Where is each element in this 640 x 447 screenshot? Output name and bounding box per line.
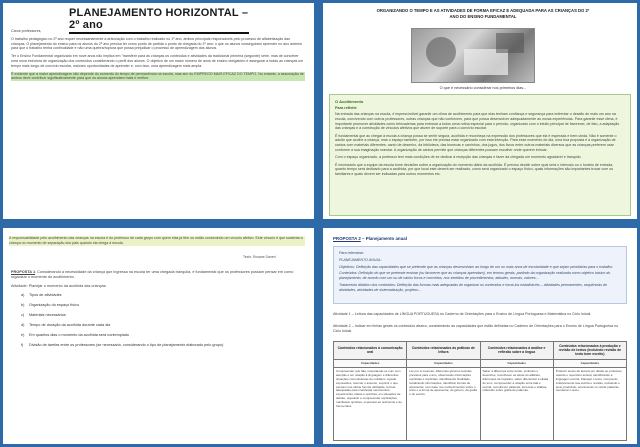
box-paragraph: Conteúdos: Definição do que se pretende ensinar (ou favorecer que as crianças aprendam), em termos gerais, partindo da organização realizada como objetivo básico do planejamento, de acordo com um ou de vários focos e conceitos, nos sentidos de procedimentos, atitudes, normas, valores... — [339, 271, 611, 281]
proposal-paragraph — [11, 270, 305, 280]
list-item: e) Em quantos dias o momento da acolhida será contemplado — [21, 333, 130, 337]
table-header-row — [334, 342, 627, 360]
table-cell: Capacidades — [407, 359, 480, 368]
text-credit: Texto: Rosane Daneri — [243, 255, 276, 259]
activity-line: Atividade 2 – Indicar em linhas gerais os conteúdos abaixo, considerando as capacidades que estão definidas no Caderno de Orientações para o Ensino de Língua Portuguesa no Ciclo Inicial. — [333, 324, 619, 333]
greeting: Caros professores, — [11, 29, 42, 33]
box-paragraph: É necessário que a equipe da escola tome decisões sobre a organização do momento diário da acolhida. É preciso decidir sobre qual será o intervalo ou o horário de entrada, quanto tempo será dedicado para a acolhida, por que local este deverá ser realizado, como será organizado o espaço físico, quais informações são importantes trocar com os familiares e quais devem ser indicadas para outros momentos etc. — [335, 162, 614, 177]
proposal-text: : Considerando a necessidade da criança que ingressa na escola ter uma chegada tranquila, é fundamental que os professores possam pensar em como organizar o momento do acolhimento. — [11, 270, 294, 279]
box-title: O Acolhimento — [335, 99, 364, 104]
document-page-1 — [3, 3, 314, 219]
document-page-3 — [3, 228, 314, 444]
box-paragraph: Objetivos: Definição das capacidades que se pretende que as crianças desenvolvam ao longo de um ou mais anos de escolaridade e que sejam prioritárias para o trabalho. — [339, 264, 614, 269]
table-cell: Ler por si mesmas, diferentes gêneros textuais previstos para o ano, observando informações explícitas e implícitas, identificando finalidade, localizando informações, identificar formas de apresentar, com base nos conhecimentos sobre o texto e a forma de apresentar, do gênero, da grafia e do escrito. — [407, 368, 480, 441]
table-header-cell: Conteúdos relacionados à análise e reflexão sobre a língua — [480, 342, 553, 360]
box-paragraph: Com o espaço organizado, a professor tem mais condições de se dedicar à recepção das crianças e fazer da chegada um momento agradável e tranquilo. — [335, 155, 582, 160]
table-row — [334, 368, 627, 441]
table-cell: Produzir textos de autoria por ditado ao professor, usando o repertório textual, identificando a linguagem escrita. Planejar o texto, compondo coletivamente sua escrita e revisão, revisando o texto produzido, acrescentar ou retirar palavras, reordenar o texto. — [553, 368, 626, 441]
page-body — [11, 29, 305, 84]
box-paragraph: Para relembrar: — [339, 251, 364, 255]
highlighted-paragraph: A responsabilidade pelo acolhimento das crianças na escola é do professor de cada grupo com quem elas já têm ou estão construindo um vínculo afetivo. Este vínculo é que sustenta a criança no momento de separação dos pais quando ela chega à escola. — [9, 236, 305, 246]
content-table — [333, 341, 627, 441]
activity-line: Atividade 1 – Leitura das capacidades de LÍNGUA PORTUGUESA no Caderno de Orientações para o Ensino de Língua Portuguesa e Matemática no Ciclo Inicial. — [333, 312, 592, 316]
page-title: PLANEJAMENTO HORIZONTAL – 2º ano — [69, 7, 249, 34]
table-row — [334, 359, 627, 368]
highlighted-paragraph: É evidente que a maior aprendizagem não depende do aumento do tempo de permanência na escola, mas sim do EMPREGO MAIS EFICAZ DO TEMPO. No entanto, a associação de ambos deve contribuir significativamente para que os alunos aprendam mais e melhor. — [11, 71, 304, 81]
table-cell: Capacidades — [480, 359, 553, 368]
table-cell: Capacidades — [553, 359, 626, 368]
list-item: d) Tempo de duração da acolhida durante cada dia — [21, 323, 111, 327]
list-item: c) Materiais necessários — [21, 313, 66, 317]
list-item: b) Organização do espaço físico — [21, 303, 80, 307]
box-paragraph: Na entrada das crianças na escola, é imprescindível garantir um clima de acolhimento para que elas tenham confiança e segurança para enfrentar o desafio de mais um ano na escola, convivendo com outros professores, outras crianças que não conhecem, para que possa desenvolver adequadamente as novas experiências. Para garantir esse clima, é importante promover atividades como brincadeiras para entrosar a todos cena rotina especial para o período, organizado com o intuito principal de favorecer, de fato, a adaptação das crianças e a construção de vínculos afetivos que atuem de suporte para o convívio escolar. — [335, 112, 620, 131]
info-box — [329, 94, 631, 216]
photo-caption: O que é necessário considerar nos primeiros dias... — [439, 86, 527, 90]
document-page-2 — [323, 3, 637, 219]
box-paragraph: É fundamental que ao chegar à escola a criança possa se sentir segura, acolhida e reconheça na expressão dos professores que ela é esperada e bem-vinda. Não é somente o adulto que acolhe a criança, mas o espaço também, por isso ele precisa estar organizado com esta intenção. Para esse momento do dia, uma boa proposta é a organização de cantos com materiais diferentes: canto de desenho, da biblioteca, das bonecas e carrinhos, dos jogos, dos livros entre outros materiais diversos que as crianças preferem usar conforme a sua imaginação mandar. A organização de cantos permite que crianças diferentes possam escolher onde querem brincar. — [335, 133, 617, 153]
section-heading: ORGANIZANDO O TEMPO E AS ATIVIDADES DE FORMA EFICAZ E ADEQUADA PARA AS CRIANÇAS DO 2º ANO DO ENSINO FUNDAMENTAL — [376, 8, 590, 19]
proposal-title-text: – Planejamento anual — [360, 236, 407, 241]
proposal-label: PROPOSTA 1 — [11, 270, 36, 274]
list-item: a) Tipos de atividades — [21, 293, 62, 297]
box-subtitle: Para refletir: — [335, 106, 358, 110]
proposal-title — [333, 236, 407, 241]
table-cell: Compreender que fala, respeitando-se num com atenção e em relação à linguagem e diferentes situações comunicativas do cotidiano. Ajustar expressões, retomar o assunto, exprimir o que pensam nas várias formas utilizadas, formas adequadas para manifestar sentimentos, experiências, ideias e opiniões, em situações de debate, organizar e compreender explicações, manifestar opiniões, expressar-se oralmente e de forma clara. — [334, 368, 407, 441]
table-cell: Capacidades — [334, 359, 407, 368]
table-header-cell: Conteúdos relacionados às práticas de leitura — [407, 342, 480, 360]
table-header-cell: Conteúdos relacionados à comunicação oral — [334, 342, 407, 360]
document-page-4 — [323, 228, 637, 444]
table-cell: Saber a diferença entre letras, símbolos e desenhos, reconhecer as letras do alfabeto, diferenças de traçados, saber diferenciar a sílaba do som, compreender a relação entre fala e escrita, reconhecer palavras, fonemas e sílabas, refletindo sobre grafia de palavras. — [480, 368, 553, 441]
box-paragraph: Tratamento didático dos conteúdos: Definição das formas mais adequadas de organizar os conteúdos e torná-los trabalháveis – atividades permanentes, sequências de atividades, atividades de sistematização, projetos... — [339, 282, 608, 292]
classroom-photo — [411, 28, 535, 83]
activity-line: Atividade: Planejar o momento da acolhida das crianças: — [11, 284, 107, 288]
box-paragraph: PLANEJAMENTO ANUAL: — [339, 257, 382, 262]
list-item: f) Divisão de tarefas entre os professores (se necessário, considerando o tipo de planejamento elaborado pelo grupo) — [21, 343, 224, 347]
paragraph: Ter o Ensino Fundamental organizado em nove anos não implica em "transferir para as crianças os conteúdos e atividades da tradicional primeira (seguinte) série, mas de conceber uma nova estrutura de organização dos conteúdos considerando o perfil dos alunos. O objetivo de um maior número de anos de ensino obrigatório é assegurar a todas as crianças um tempo mais longo de convívio escolar, maiores oportunidades de aprender e, com isso, uma aprendizagem mais ampla. — [11, 54, 304, 68]
table-header-cell: Conteúdos relacionados à produção e revisão de textos (incluindo revisão de texto bem escrito) — [553, 342, 626, 360]
activity-list — [21, 293, 305, 348]
paragraph: O trabalho pedagógico no 2º ano requer necessariamente a articulação com o trabalho realizado no 1º ano, ambos principais responsáveis pelo processo de alfabetização das crianças. O planejamento do ensino para os alunos do 2º ano precisa ter como ponto de partida o ponto de chegada do 1º ano: o que os alunos conseguiram aprender no ano anterior para que o trabalho tenha continuidade e não uma quebra/ruptura que possa prejudicar o processo de aprendizagem dos alunos. — [11, 36, 303, 51]
page-body — [11, 270, 305, 353]
reminder-box — [333, 246, 627, 304]
proposal-label: PROPOSTA 2 — [333, 236, 361, 241]
